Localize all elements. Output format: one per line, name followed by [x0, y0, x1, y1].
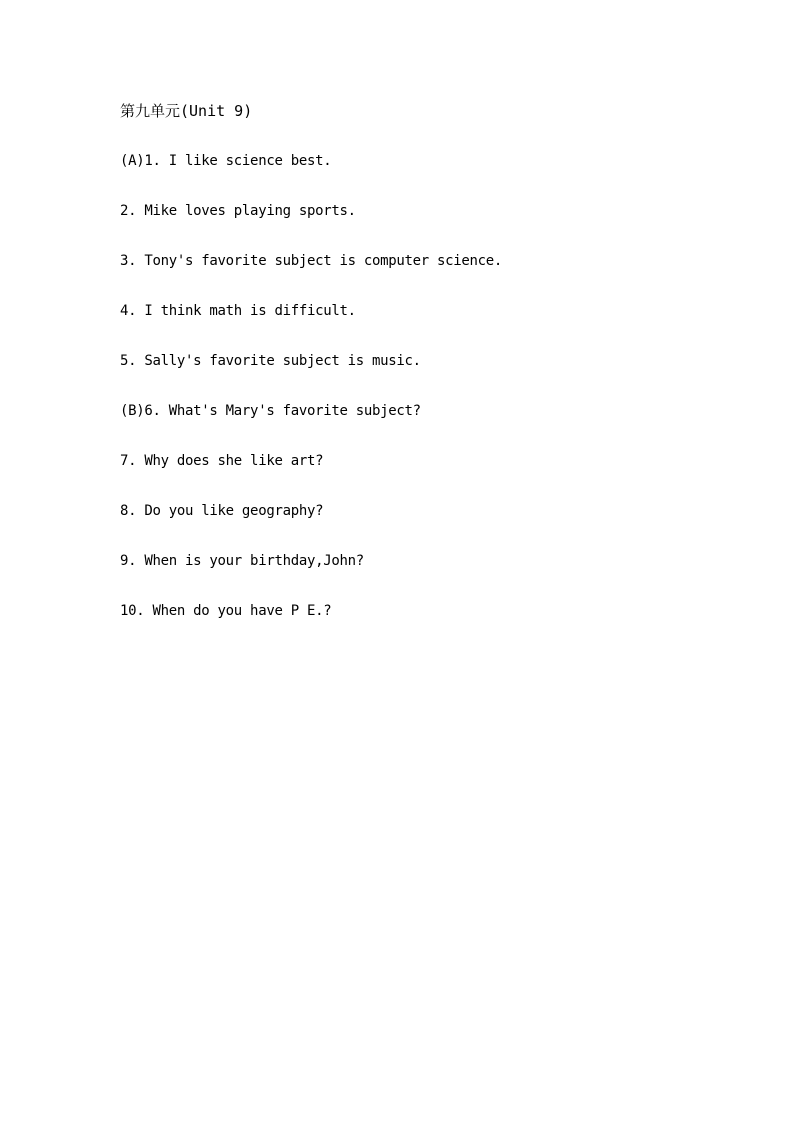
sentence-line-9: 9. When is your birthday,John? [120, 553, 364, 569]
sentence-line-1: (A)1. I like science best. [120, 153, 332, 169]
sentence-line-3: 3. Tony's favorite subject is computer science. [120, 253, 503, 269]
sentence-line-2: 2. Mike loves playing sports. [120, 203, 356, 219]
sentence-line-4: 4. I think math is difficult. [120, 303, 356, 319]
sentence-line-8: 8. Do you like geography? [120, 503, 324, 519]
sentence-line-5: 5. Sally's favorite subject is music. [120, 353, 421, 369]
sentence-line-6: (B)6. What's Mary's favorite subject? [120, 403, 421, 419]
sentence-line-10: 10. When do you have P E.? [120, 603, 332, 619]
sentence-list [120, 150, 720, 622]
sentence-line-7: 7. Why does she like art? [120, 453, 324, 469]
document-content [120, 100, 720, 650]
unit-title: 第九单元(Unit 9) [120, 102, 253, 120]
